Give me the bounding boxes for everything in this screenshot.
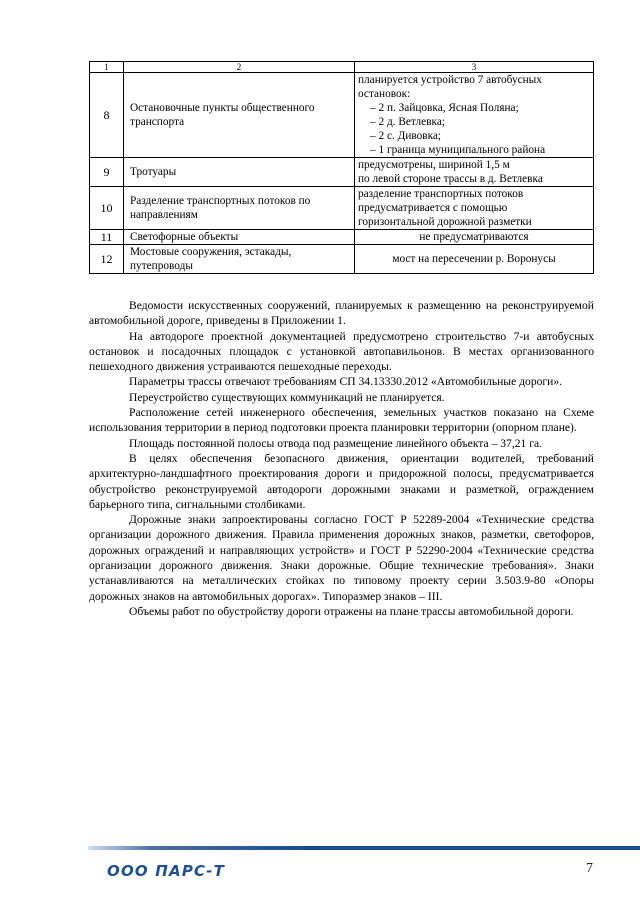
column-header: 3 — [355, 62, 594, 73]
paragraph: В целях обеспечения безопасного движения, ориентации водителей, требований архитектурно-ландшафтного проектирования дороги и придорожной полосы, предусматривается обустройство реконструируемой автодороги дорожными знаками и разметкой, ограждением барьерного типа, сигнальными столбиками. — [89, 451, 594, 511]
row-description: мост на пересечении р. Воронусы — [355, 245, 594, 274]
row-object: Разделение транспортных потоков по направлениям — [124, 187, 355, 230]
paragraph: Ведомости искусственных сооружений, планируемых к размещению на реконструируемой автомобильной дороге, приведены в Приложении 1. — [89, 299, 594, 328]
specification-table — [89, 61, 594, 274]
table-row — [90, 230, 594, 245]
row-description: не предусматриваются — [355, 230, 594, 245]
table-row — [90, 73, 594, 158]
row-number: 9 — [90, 158, 124, 187]
row-number: 12 — [90, 245, 124, 274]
row-description — [355, 158, 594, 187]
row-object: Остановочные пункты общественного транспорта — [124, 73, 355, 158]
paragraph: Площадь постоянной полосы отвода под размещение линейного объекта – 37,21 га. — [129, 436, 543, 450]
table-row — [90, 158, 594, 187]
table-header-row — [90, 62, 594, 73]
description-line: предусмотрены, шириной 1,5 м — [358, 159, 510, 171]
page-number: 7 — [586, 861, 593, 876]
row-object: Мостовые сооружения, эстакады, путепроводы — [124, 245, 355, 274]
row-description — [355, 73, 594, 158]
description-line: – 2 д. Ветлевка; — [370, 116, 446, 128]
description-line: разделение транспортных потоков — [358, 188, 524, 200]
table-row — [90, 187, 594, 230]
description-line: предусматривается с помощью — [358, 202, 508, 214]
paragraph: Переустройство существующих коммуникаций не планируется. — [129, 390, 445, 404]
description-line: – 1 граница муниципального района — [370, 144, 546, 156]
footer-divider — [88, 846, 640, 850]
description-line: – 2 с. Дивовка; — [370, 130, 442, 142]
description-line: планируется устройство 7 автобусных остановок: — [358, 74, 542, 100]
paragraph: Параметры трассы отвечают требованиям СП 34.13330.2012 «Автомобильные дороги». — [129, 375, 563, 389]
description-line: – 2 п. Зайцовка, Ясная Поляна; — [370, 102, 519, 114]
column-header: 1 — [90, 62, 124, 73]
row-number: 8 — [90, 73, 124, 158]
company-logo: ООО ПАРС-Т — [107, 862, 226, 880]
body-text — [89, 298, 594, 619]
paragraph: Дорожные знаки запроектированы согласно ГОСТ Р 52289-2004 «Технические средства организации дорожного движения. Правила применения дорожных знаков, разметки, светофоров, дорожных ограждений и направляющих устройств» и ГОСТ Р 52290-2004 «Технические средства организации дорожного движения. Знаки дорожные. Общие технические требования». Знаки устанавливаются на металлических стойках по типовому проекту серии 3.503.9-80 «Опоры дорожных знаков на автомобильных дорогах». Типоразмер знаков – III. — [89, 513, 594, 603]
description-line: горизонтальной дорожной разметки — [358, 216, 532, 228]
row-description — [355, 187, 594, 230]
row-number: 10 — [90, 187, 124, 230]
table-row — [90, 245, 594, 274]
paragraph: Расположение сетей инженерного обеспечения, земельных участков показано на Схеме использования территории в период подготовки проекта планировки территории (опорном плане). — [89, 406, 594, 435]
paragraph: Объемы работ по обустройству дороги отражены на плане трассы автомобильной дороги. — [129, 604, 574, 618]
row-number: 11 — [90, 230, 124, 245]
paragraph: На автодороге проектной документацией предусмотрено строительство 7-и автобусных остановок и посадочных площадок с установкой автопавильонов. В местах организованного пешеходного движения устраиваются пешеходные переходы. — [89, 329, 594, 374]
column-header: 2 — [124, 62, 355, 73]
row-object: Тротуары — [124, 158, 355, 187]
description-line: по левой стороне трассы в д. Ветлевка — [358, 173, 543, 185]
row-object: Светофорные объекты — [124, 230, 355, 245]
